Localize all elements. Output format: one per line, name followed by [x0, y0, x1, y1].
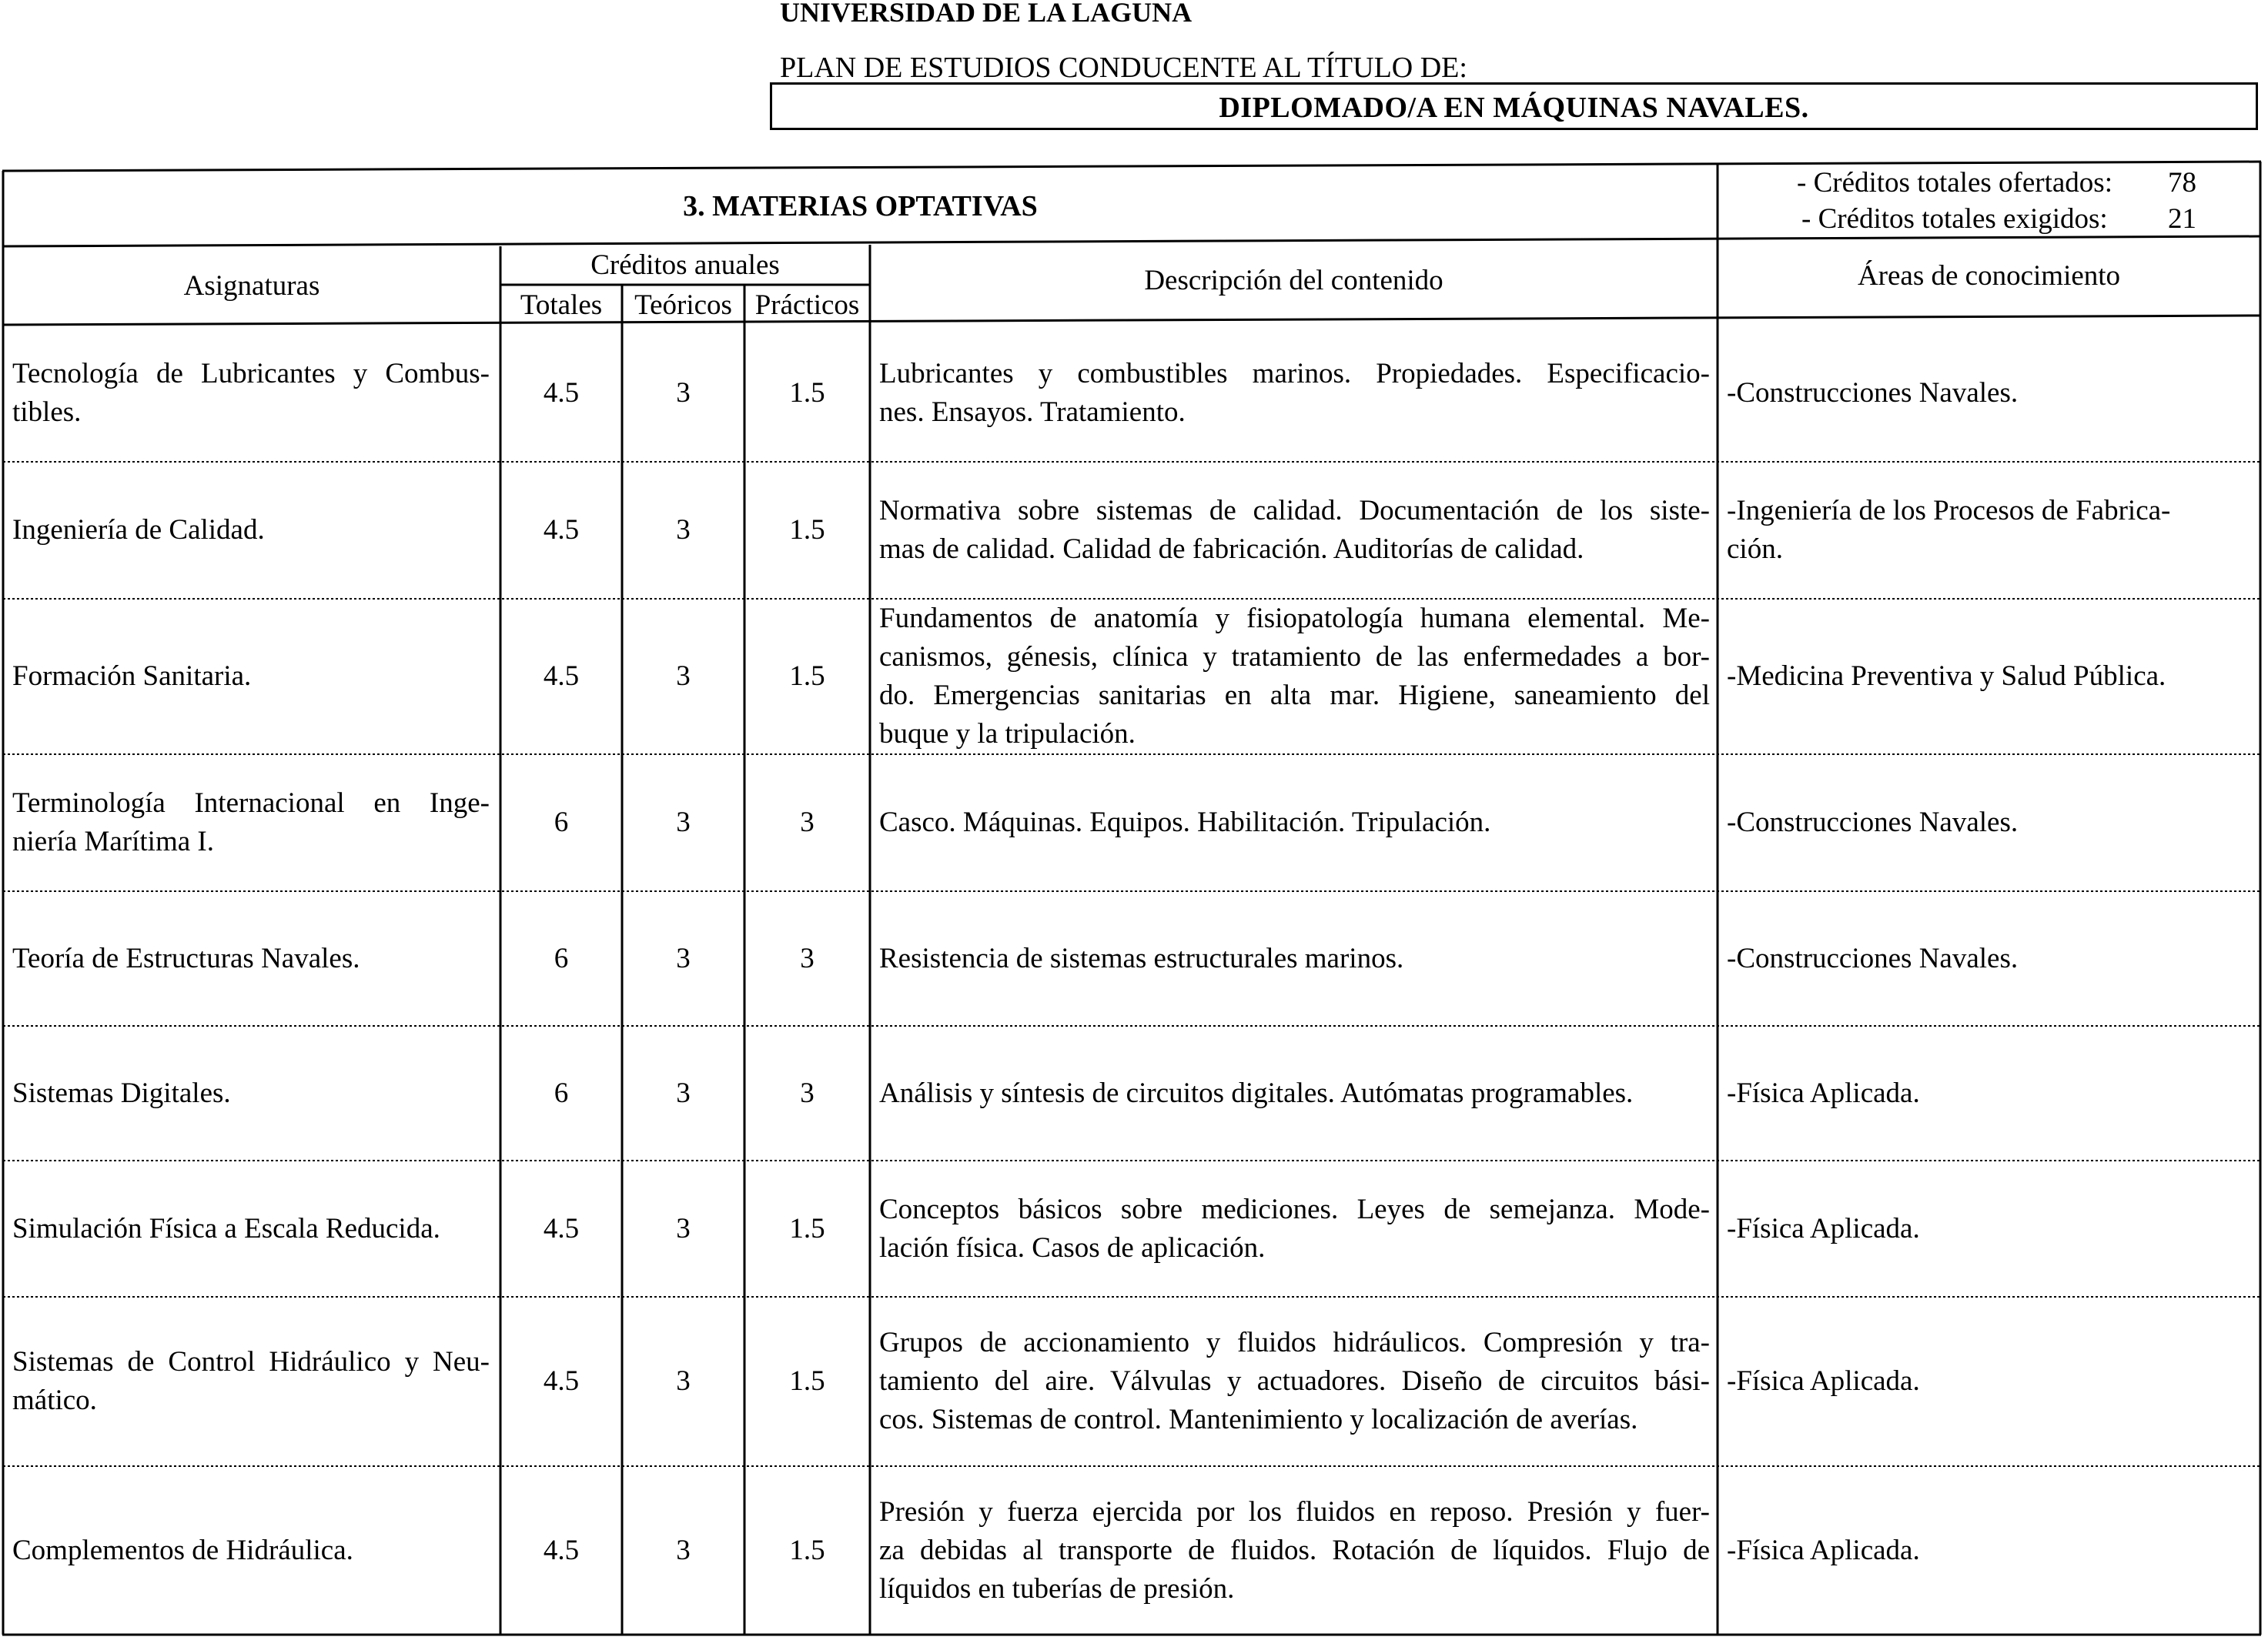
- row-5-subject-line: Teoría de Estructuras Navales.: [12, 942, 360, 974]
- row-8-area-cell: [1727, 1299, 2258, 1464]
- row-7-area-line: -Física Aplicada.: [1727, 1212, 1920, 1244]
- row-7-total-cell: [500, 1163, 622, 1295]
- row-1-subject-line: Tecnología de Lubricantes y Combus-: [12, 358, 490, 389]
- row-5-practice-cell: [744, 894, 870, 1024]
- row-4-theory-cell: [622, 757, 744, 889]
- row-6-practice-cell: [744, 1028, 870, 1158]
- row-4-subject-line: niería Marítima I.: [12, 826, 214, 857]
- row-3-subject-line: Formación Sanitaria.: [12, 660, 252, 692]
- row-2-description-line: mas de calidad. Calidad de fabricación. Auditorías de calidad.: [879, 533, 1584, 565]
- row-7-description-line: lación física. Casos de aplicación.: [879, 1231, 1266, 1264]
- row-3-subject-cell: [12, 601, 490, 752]
- row-6-theory-line: 3: [676, 1077, 691, 1109]
- row-6-total-cell: [500, 1028, 622, 1158]
- row-8-description-line: tamiento del aire. Válvulas y actuadores. Diseño de circuitos bási-: [879, 1365, 1710, 1397]
- row-7-subject-cell: [12, 1163, 490, 1295]
- credits-offered-label: - Créditos totales ofertados:: [1797, 167, 2112, 199]
- col-header-theory: Teóricos: [634, 289, 732, 321]
- row-9-subject-cell: [12, 1468, 490, 1632]
- row-2-area-cell: [1727, 464, 2258, 596]
- row-1-subject-cell: [12, 327, 490, 459]
- row-3-theory-cell: [622, 601, 744, 752]
- row-2-theory-line: 3: [676, 514, 691, 546]
- row-9-description-line: líquidos en tuberías de presión.: [879, 1572, 1235, 1605]
- row-2-description-line: Normativa sobre sistemas de calidad. Documentación de los siste-: [879, 495, 1710, 526]
- row-2-area-line: -Ingeniería de los Procesos de Fabrica-: [1727, 495, 2171, 526]
- section-title: 3. MATERIAS OPTATIVAS: [683, 190, 1038, 222]
- row-5-description-line: Resistencia de sistemas estructurales marinos.: [879, 942, 1404, 974]
- row-9-theory-cell: [622, 1468, 744, 1632]
- row-9-area-line: -Física Aplicada.: [1727, 1534, 1920, 1566]
- row-7-practice-cell: [744, 1163, 870, 1295]
- row-9-subject-line: Complementos de Hidráulica.: [12, 1534, 353, 1566]
- row-2-practice-cell: [744, 464, 870, 596]
- row-2-total-line: 4.5: [543, 514, 580, 546]
- plan-label: PLAN DE ESTUDIOS CONDUCENTE AL TÍTULO DE:: [780, 52, 1467, 84]
- row-1-theory-line: 3: [676, 377, 691, 409]
- row-5-theory-cell: [622, 894, 744, 1024]
- col-header-annual-credits: Créditos anuales: [590, 249, 780, 281]
- row-9-description-line: Presión y fuerza ejercida por los fluidos en reposo. Presión y fuer-: [879, 1495, 1710, 1528]
- row-6-theory-cell: [622, 1028, 744, 1158]
- row-3-description-line: canismos, génesis, clínica y tratamiento de las enfermedades a bor-: [879, 641, 1710, 673]
- credits-required-label: - Créditos totales exigidos:: [1801, 203, 2108, 235]
- row-4-theory-line: 3: [676, 807, 691, 838]
- row-3-total-line: 4.5: [543, 660, 580, 692]
- row-1-subject-line: tibles.: [12, 396, 82, 428]
- row-6-description-line: Análisis y síntesis de circuitos digitales. Autómatas programables.: [879, 1077, 1634, 1109]
- row-3-area-line: -Medicina Preventiva y Salud Pública.: [1727, 660, 2166, 692]
- row-5-total-cell: [500, 894, 622, 1024]
- row-3-description-line: Fundamentos de anatomía y fisiopatología humana elemental. Me-: [879, 603, 1710, 634]
- row-6-description-cell: [879, 1028, 1710, 1158]
- row-4-area-cell: [1727, 757, 2258, 889]
- row-4-description-line: Casco. Máquinas. Equipos. Habilitación. Tripulación.: [879, 807, 1491, 838]
- row-9-description-cell: [879, 1468, 1710, 1632]
- row-5-area-cell: [1727, 894, 2258, 1024]
- university-name: UNIVERSIDAD DE LA LAGUNA: [780, 0, 1193, 28]
- row-1-area-cell: [1727, 327, 2258, 459]
- row-7-description-line: Conceptos básicos sobre mediciones. Leyes de semejanza. Mode-: [879, 1193, 1710, 1225]
- row-5-total-line: 6: [554, 942, 569, 974]
- row-1-area-line: -Construcciones Navales.: [1727, 377, 2019, 409]
- row-8-total-cell: [500, 1299, 622, 1464]
- row-3-area-cell: [1727, 601, 2258, 752]
- row-3-description-line: do. Emergencias sanitarias en alta mar. Higiene, saneamiento del: [879, 680, 1710, 711]
- row-7-practice-line: 1.5: [789, 1212, 825, 1244]
- row-7-subject-line: Simulación Física a Escala Reducida.: [12, 1212, 440, 1244]
- row-2-area-line: ción.: [1727, 533, 1783, 565]
- row-1-description-line: nes. Ensayos. Tratamiento.: [879, 396, 1186, 428]
- row-9-total-cell: [500, 1468, 622, 1632]
- row-2-description-cell: [879, 464, 1710, 596]
- row-5-practice-line: 3: [800, 942, 815, 974]
- row-3-description-line: buque y la tripulación.: [879, 718, 1136, 750]
- credits-required-value: 21: [2168, 203, 2196, 235]
- col-header-subjects: Asignaturas: [183, 270, 320, 302]
- row-9-theory-line: 3: [676, 1534, 691, 1566]
- row-8-description-cell: [879, 1299, 1710, 1464]
- col-header-description: Descripción del contenido: [1144, 265, 1443, 296]
- row-6-area-line: -Física Aplicada.: [1727, 1077, 1920, 1109]
- row-8-subject-cell: [12, 1299, 490, 1464]
- row-1-total-cell: [500, 327, 622, 459]
- row-6-total-line: 6: [554, 1077, 569, 1109]
- row-8-subject-line: Sistemas de Control Hidráulico y Neu-: [12, 1346, 490, 1378]
- row-1-description-line: Lubricantes y combustibles marinos. Propiedades. Especificacio-: [879, 358, 1710, 389]
- row-2-total-cell: [500, 464, 622, 596]
- row-4-area-line: -Construcciones Navales.: [1727, 807, 2019, 838]
- row-8-theory-line: 3: [676, 1365, 691, 1397]
- col-header-practice: Prácticos: [754, 289, 860, 321]
- row-8-total-line: 4.5: [543, 1365, 580, 1397]
- row-9-practice-line: 1.5: [789, 1534, 825, 1566]
- row-9-total-line: 4.5: [543, 1534, 580, 1566]
- row-8-practice-line: 1.5: [789, 1365, 825, 1397]
- row-7-total-line: 4.5: [543, 1212, 580, 1244]
- row-4-total-line: 6: [554, 807, 569, 838]
- row-3-theory-line: 3: [676, 660, 691, 692]
- row-6-subject-cell: [12, 1028, 490, 1158]
- row-8-practice-cell: [744, 1299, 870, 1464]
- credits-offered-value: 78: [2168, 167, 2196, 199]
- row-1-total-line: 4.5: [543, 377, 580, 409]
- row-9-area-cell: [1727, 1468, 2258, 1632]
- row-8-description-line: cos. Sistemas de control. Mantenimiento y localización de averías.: [879, 1404, 1638, 1435]
- row-3-practice-line: 1.5: [789, 660, 825, 692]
- row-6-practice-line: 3: [800, 1077, 815, 1109]
- row-9-practice-cell: [744, 1468, 870, 1632]
- row-9-description-line: za debidas al transporte de fluidos. Rotación de líquidos. Flujo de: [879, 1534, 1710, 1566]
- row-3-practice-cell: [744, 601, 870, 752]
- row-4-subject-line: Terminología Internacional en Inge-: [12, 787, 490, 819]
- row-7-theory-cell: [622, 1163, 744, 1295]
- row-1-practice-line: 1.5: [789, 377, 825, 409]
- row-7-theory-line: 3: [676, 1212, 691, 1244]
- row-4-practice-line: 3: [800, 807, 815, 838]
- row-7-description-cell: [879, 1163, 1710, 1295]
- row-1-description-cell: [879, 327, 1710, 459]
- row-4-subject-cell: [12, 757, 490, 889]
- degree-title: DIPLOMADO/A EN MÁQUINAS NAVALES.: [1219, 92, 1809, 124]
- row-2-practice-line: 1.5: [789, 514, 825, 546]
- row-4-description-cell: [879, 757, 1710, 889]
- row-7-area-cell: [1727, 1163, 2258, 1295]
- row-5-subject-cell: [12, 894, 490, 1024]
- row-8-theory-cell: [622, 1299, 744, 1464]
- col-header-areas: Áreas de conocimiento: [1857, 260, 2121, 292]
- row-8-subject-line: mático.: [12, 1385, 97, 1416]
- row-1-practice-cell: [744, 327, 870, 459]
- row-6-area-cell: [1727, 1028, 2258, 1158]
- row-5-area-line: -Construcciones Navales.: [1727, 942, 2019, 974]
- row-5-description-cell: [879, 894, 1710, 1024]
- row-8-description-line: Grupos de accionamiento y fluidos hidráulicos. Compresión y tra-: [879, 1327, 1710, 1358]
- row-4-practice-cell: [744, 757, 870, 889]
- row-3-description-cell: [879, 601, 1710, 752]
- row-2-theory-cell: [622, 464, 744, 596]
- row-1-theory-cell: [622, 327, 744, 459]
- row-8-area-line: -Física Aplicada.: [1727, 1365, 1920, 1397]
- row-6-subject-line: Sistemas Digitales.: [12, 1077, 231, 1109]
- row-4-total-cell: [500, 757, 622, 889]
- row-3-total-cell: [500, 601, 622, 752]
- row-5-theory-line: 3: [676, 942, 691, 974]
- row-2-subject-line: Ingeniería de Calidad.: [12, 514, 265, 546]
- col-header-total: Totales: [520, 289, 603, 321]
- row-2-subject-cell: [12, 464, 490, 596]
